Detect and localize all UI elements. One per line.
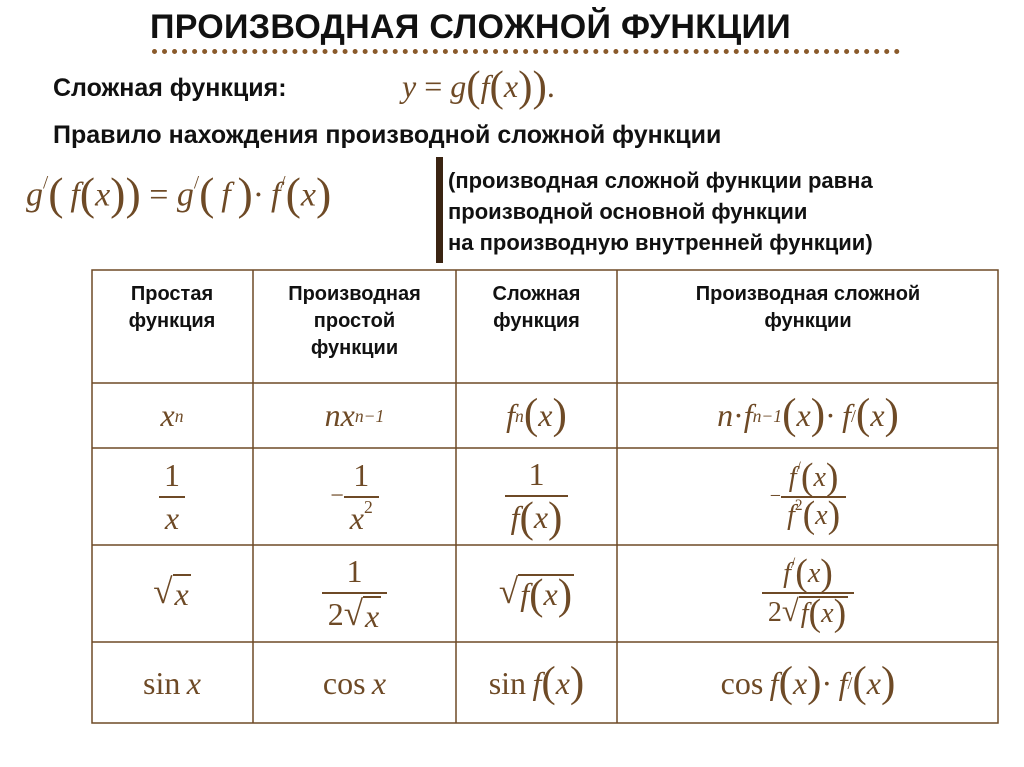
rule-heading: Правило нахождения производной сложной функции <box>53 121 722 149</box>
header-complex-derivative: Производная сложной функции <box>695 283 921 332</box>
header-simple-function: Простая функция <box>128 283 216 332</box>
table-row-root-complex: √ f(x) <box>498 571 573 619</box>
complex-function-formula: y = g(f(x)). <box>402 63 555 111</box>
table-row-root-simple-deriv: 1 2 √ x <box>253 545 456 642</box>
table-row-sine-simple-deriv: cos x <box>322 664 387 701</box>
header-simple-derivative: Производная простой функции <box>288 283 421 359</box>
chain-rule-formula: g/( f(x)) = g/( f )· f/(x) <box>26 168 332 219</box>
table-row-power-simple-deriv: n x n−1 <box>324 397 385 433</box>
table-row-sine-complex: sin f ( x ) <box>488 658 585 706</box>
table-row-reciprocal-complex-deriv: − $\frac{f^/(x)}{f^2(x)}$ <box>617 448 999 545</box>
title-underline <box>152 49 900 54</box>
page-title: ПРОИЗВОДНАЯ СЛОЖНОЙ ФУНКЦИИ <box>150 8 791 46</box>
table-row-power-simple: x n <box>160 397 184 433</box>
rule-note <box>448 165 873 258</box>
note-line: производной основной функции <box>448 199 808 224</box>
table-row-power-complex-deriv: n · f n−1 ( x ) · f / ( x ) <box>717 391 899 439</box>
table-row-reciprocal-complex: $\frac{1}{f(x)}$ <box>456 448 617 545</box>
table-row-sine-simple: sin x <box>143 664 201 701</box>
table-row-root-complex-deriv: f/(x) 2 √ f(x) <box>617 545 999 642</box>
table-row-reciprocal-simple: $\frac{1}{x}$ <box>91 448 253 545</box>
header-complex-function: Сложная функция <box>492 283 581 332</box>
table-row-root-simple: √ x <box>153 572 189 612</box>
note-line: (производная сложной функции равна <box>448 168 873 193</box>
table-row-reciprocal-simple-deriv: − $\frac{1}{x^2}$ <box>253 448 456 545</box>
table-row-sine-complex-deriv: cos f ( x ) · f / ( x ) <box>720 658 896 706</box>
complex-function-label: Сложная функция: <box>53 74 287 102</box>
table-row-power-complex: f n ( x ) <box>506 391 567 439</box>
note-line: на производную внутренней функции) <box>448 230 873 255</box>
derivatives-table <box>91 269 999 724</box>
note-divider-bar <box>436 157 443 263</box>
